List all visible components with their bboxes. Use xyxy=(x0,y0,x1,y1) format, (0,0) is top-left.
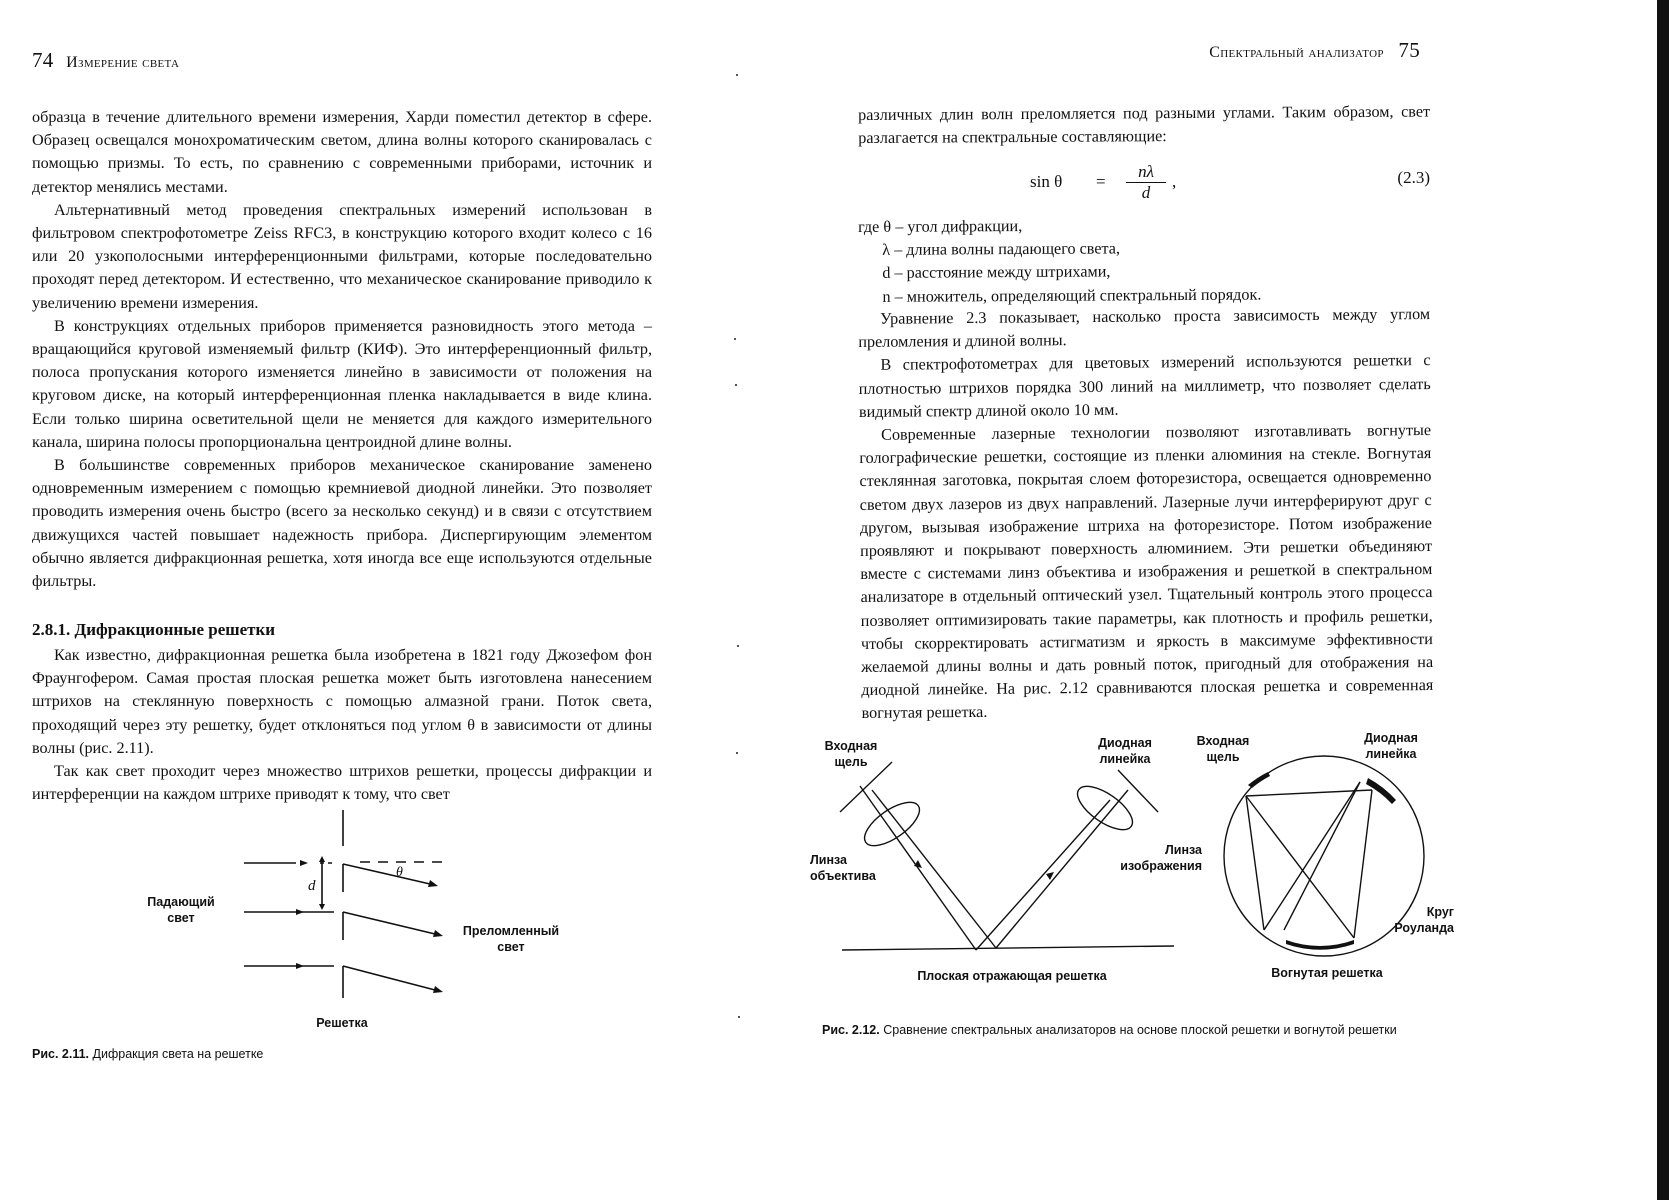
variable-d: d – расстояние между штрихами, xyxy=(882,262,1111,283)
figure-2-12-number: Рис. 2.12. xyxy=(822,1023,880,1037)
left-running-head xyxy=(32,48,179,73)
label-incident-light: Падающий свет xyxy=(147,895,215,925)
flat-image-lens-label: Линза изображения xyxy=(1120,843,1202,873)
scan-edge-shadow xyxy=(1657,0,1669,1200)
variable-lambda: λ – длина волны падающего света, xyxy=(882,239,1121,260)
flat-grating-line xyxy=(842,946,1174,950)
left-paragraph-3: В конструкциях отдельных приборов применяется разновидность этого метода – вращающийся круговой изменяемый фильтр (КИФ). Это интерференционный фильтр, полоса пропускания которого изменяется линейно в зависимости от положения на круговом диске, на который интерференционная пленка накладывается в виде клина. Если только ширина осветительной щели не меняется для каждого измерительного канала, ширина полосы пропорциональна центроидной длине волны. xyxy=(32,316,652,451)
scan-speck xyxy=(738,1016,740,1018)
variable-list xyxy=(858,213,1431,309)
formula-lhs: sin θ xyxy=(1030,172,1063,191)
label-refracted-light: Преломленный свет xyxy=(462,924,560,954)
formula-numerator: nλ xyxy=(1126,162,1166,183)
left-paragraph-2: Альтернативный метод проведения спектральных измерений использован в фильтровом спектрофотометре Zeiss RFC3, в конструкцию которого входит колесо с 16 или 20 узкополосными интерференционными фильтрами, которые последовательно проходят перед детектором. И естественно, что механическое сканирование приводило к увеличению времени измерения. xyxy=(32,200,652,312)
right-page-number: 75 xyxy=(1398,38,1420,62)
flat-diode-array-label: Диодная линейка xyxy=(1098,736,1152,766)
right-paragraph-1: Уравнение 2.3 показывает, насколько проста зависимость между углом преломления и длиной волны. xyxy=(858,305,1431,352)
figure-2-11-diagram xyxy=(230,800,470,1020)
scan-speck xyxy=(736,752,738,754)
formula-number: (2.3) xyxy=(1397,168,1430,187)
scan-speck xyxy=(737,645,739,647)
flat-objective-lens-label: Линза объектива xyxy=(810,853,876,883)
formula-equals: = xyxy=(1096,172,1106,191)
left-page-number: 74 xyxy=(32,48,54,72)
symbol-d: d xyxy=(308,878,316,894)
figure-2-12-caption-text: Сравнение спектральных анализаторов на основе плоской решетки и вогнутой решетки xyxy=(883,1023,1397,1037)
concave-entrance-slit xyxy=(1248,772,1270,788)
right-body-text xyxy=(858,303,1434,726)
label-grating: Решетка xyxy=(316,1016,368,1030)
concave-grating-arc xyxy=(1286,940,1354,950)
flat-ray-out-1 xyxy=(976,800,1110,950)
left-section-paragraph-1: Как известно, дифракционная решетка была изобретена в 1821 году Джозефом фон Фраунгофером. Самая простая плоская решетка может быть изготовлена нанесением штрихов на стеклянную поверхность с помощью алмазной грани. Поток света, проходящий через эту решетку, будет отклоняться под углом θ в зависимости от длины волны (рис. 2.11). xyxy=(32,646,652,757)
concave-grating-caption: Вогнутая решетка xyxy=(1271,966,1383,980)
formula-2-3 xyxy=(1030,162,1430,208)
variable-theta: где θ – угол дифракции, xyxy=(858,216,1023,236)
concave-diode-array-label: Диодная линейка xyxy=(1364,731,1418,761)
objective-lens xyxy=(858,794,926,854)
symbol-theta: θ xyxy=(396,865,403,880)
right-paragraph-3: Современные лазерные технологии позволяют изготавливать вогнутые голографические решетки, состоящие из пленки алюминия на стекле. Вогнутая стеклянная заготовка, покрытая слоем фоторезистора, освещается одновременно светом двух лазеров из двух направлений. Лазерные лучи интерферируют друг с другом, вызывая изображение штриха на фоторезисторе. Потом изображение проявляют и покрывают поверхность алюминием. Эти решетки объединяют вместе с системами линз объектива и изображения и решеткой в спектральном анализаторе в отдельный оптический узел. Тщательный контроль этого процесса позволяет оптимизировать такие параметры, как плотность и профиль решетки, чтобы скорректировать астигматизм и яркость в максимуме эффективности желаемой длины волны и дать ровный поток, пригодный для отображения на диодной линейке. На рис. 2.12 сравниваются плоская решетка и современная вогнутая решетка. xyxy=(859,421,1434,723)
flat-entrance-slit-label: Входная щель xyxy=(824,739,878,769)
right-intro-paragraph: различных длин волн преломляется под разными углами. Таким образом, свет разлагается на спектральные составляющие: xyxy=(858,102,1431,148)
figure-2-11-caption-text: Дифракция света на решетке xyxy=(92,1047,264,1061)
figure-2-11-caption xyxy=(32,1046,592,1063)
section-heading: 2.8.1. Дифракционные решетки xyxy=(32,620,276,639)
left-paragraph-1: образца в течение длительного времени измерения, Харди поместил детектор в сфере. Образец освещался монохроматическим светом, длина волны которого сканировалась с помощью призмы. То есть, по сравнению с современными приборами, источник и детектор менялись местами. xyxy=(32,108,652,196)
left-body-text xyxy=(32,106,652,593)
formula-denominator: d xyxy=(1141,183,1151,202)
image-lens xyxy=(1071,778,1139,838)
concave-entrance-slit-label: Входная щель xyxy=(1196,734,1250,764)
right-running-head xyxy=(1120,38,1420,63)
scan-speck xyxy=(735,384,737,386)
formula-fraction xyxy=(1126,162,1166,203)
formula-comma: , xyxy=(1172,172,1177,191)
rowland-circle-label: Круг Роуланда xyxy=(1394,905,1454,935)
left-section-paragraph-2: Так как свет проходит через множество штрихов решетки, процессы дифракции и интерференции на каждом штрихе приводят к тому, что свет xyxy=(32,762,652,804)
right-paragraph-2: В спектрофотометрах для цветовых измерений используются решетки с плотностью штрихов порядка 300 линий на миллиметр, что позволяет сделать видимый спектр длиной около 10 мм. xyxy=(858,351,1431,421)
figure-2-11-number: Рис. 2.11. xyxy=(32,1047,90,1061)
scan-speck xyxy=(734,338,736,340)
variable-n: n – множитель, определяющий спектральный порядок. xyxy=(882,285,1262,306)
left-paragraph-4: В большинстве современных приборов механическое сканирование заменено одновременным измерением с помощью кремниевой диодной линейки. Это позволяет проводить измерения очень быстро (всего за несколько секунд) и в связи с отсутствием движущихся частей повышает надежность прибора. Диспергирующим элементом обычно является дифракционная решетка, хотя иногда все еще используются отдельные фильтры. xyxy=(32,456,652,591)
figure-2-12-caption xyxy=(822,1022,1402,1039)
left-running-title: Измерение света xyxy=(66,54,180,71)
flat-grating-caption: Плоская отражающая решетка xyxy=(917,969,1107,983)
left-section-text xyxy=(32,644,652,806)
scan-speck xyxy=(736,74,738,76)
right-running-title: Спектральный анализатор xyxy=(1209,44,1384,61)
right-intro-text xyxy=(858,101,1430,151)
